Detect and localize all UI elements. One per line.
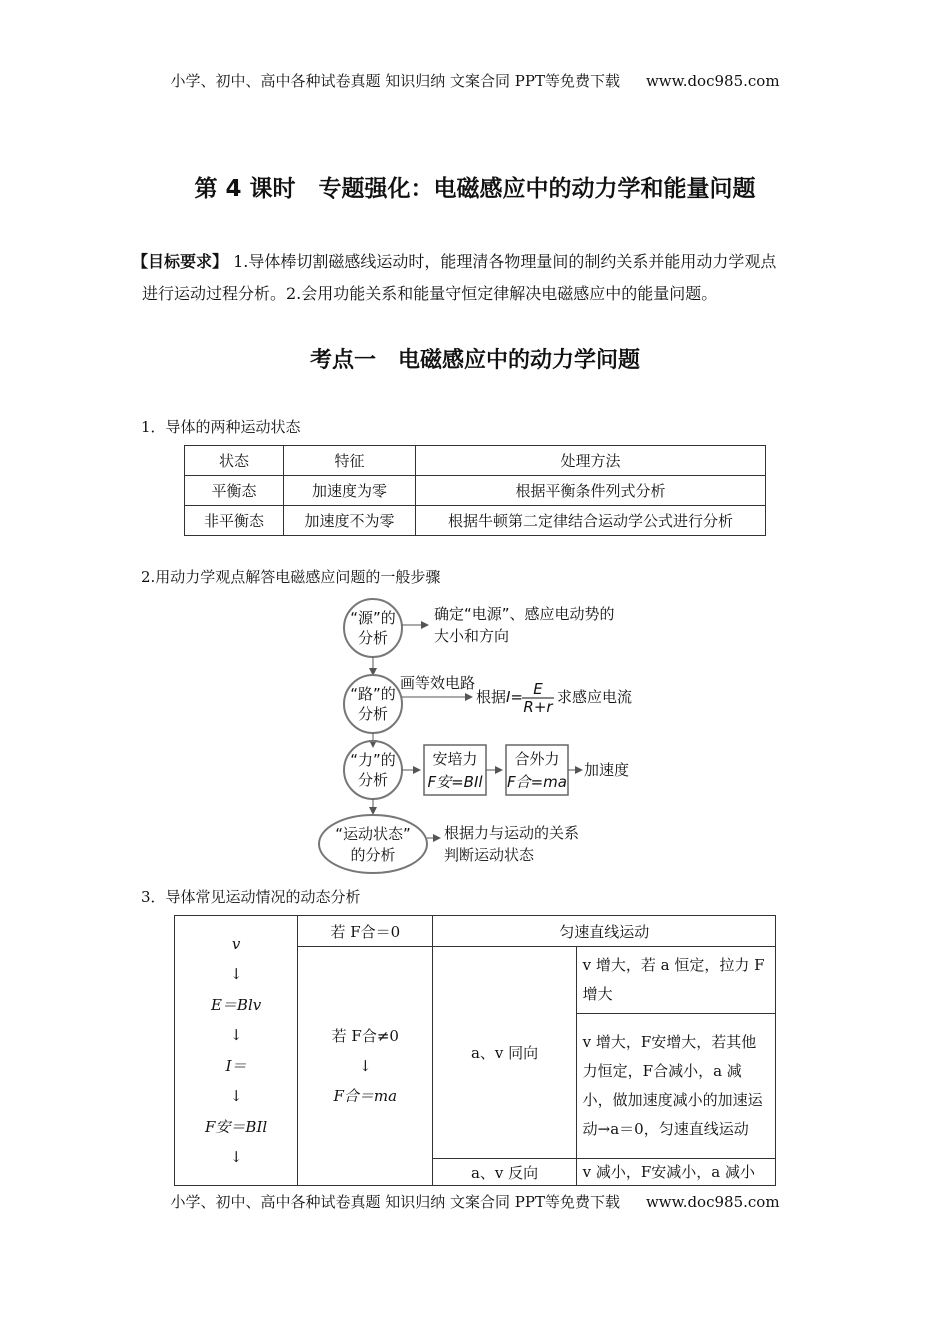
- cell: 平衡态: [185, 476, 284, 506]
- goal-tag: 【目标要求】: [132, 252, 229, 271]
- s2-label: 2.用动力学观点解答电磁感应问题的一般步骤: [141, 568, 441, 586]
- chain-arrow: ↓: [229, 965, 243, 983]
- footer-text: 小学、初中、高中各种试卷真题 知识归纳 文案合同 PPT等免费下载: [170, 1193, 620, 1211]
- cond-nonzero-line: 若 F合≠0: [331, 1027, 399, 1045]
- step-circuit-label: 分析: [357, 705, 389, 723]
- goal-line2: 进行运动过程分析。2.会用功能关系和能量守恒定律解决电磁感应中的能量问题。: [142, 284, 718, 303]
- step-circuit-circle: [344, 675, 402, 733]
- same-direction-cell: a、v 同向: [433, 947, 576, 1159]
- cond-nonzero-arrow: ↓: [359, 1057, 372, 1075]
- circuit-desc-a: 根据: [476, 688, 507, 706]
- motion-desc: 判断运动状态: [444, 846, 535, 864]
- step-motion-label: 的分析: [350, 846, 396, 864]
- case-b-cell: v 增大，F安增大，若其他力恒定，F合减小，a 减小，做加速度减小的加速运动→a＝0，匀速直线运动: [576, 1014, 775, 1159]
- source-desc: 大小和方向: [434, 627, 510, 645]
- step-motion-label: “运动状态”: [335, 825, 411, 843]
- header-site[interactable]: www.doc985.com: [645, 72, 780, 90]
- chain-cell: [175, 916, 298, 1186]
- chain-force: F安＝BIl: [205, 1117, 268, 1136]
- header-cell: 状态: [185, 446, 284, 476]
- footer-site[interactable]: www.doc985.com: [645, 1193, 780, 1211]
- goal-block: [132, 246, 822, 310]
- s1-label: 1．导体的两种运动状态: [141, 418, 301, 436]
- s3-label: 3．导体常见运动情况的动态分析: [141, 888, 361, 906]
- table-row: [185, 476, 766, 506]
- circuit-desc-i: I=: [506, 688, 523, 706]
- cond-nonzero-formula: F合＝ma: [333, 1087, 398, 1105]
- header-cell: 特征: [284, 446, 416, 476]
- chain-current: I＝: [225, 1056, 247, 1075]
- cell: 加速度为零: [284, 476, 416, 506]
- net-force-title: 合外力: [514, 750, 560, 768]
- ampere-force-title: 安培力: [432, 750, 478, 768]
- result-zero-cell: 匀速直线运动: [433, 916, 776, 947]
- step-circuit-label: “路”的: [350, 685, 396, 703]
- step-force-label: “力”的: [350, 751, 396, 769]
- chain-arrow: ↓: [229, 1087, 243, 1105]
- circuit-arrow-label: 画等效电路: [400, 674, 476, 692]
- cond-nonzero-cell: [298, 947, 433, 1186]
- net-force-formula: F合=ma: [506, 773, 568, 791]
- step-source-circle: [344, 599, 402, 657]
- source-desc: 确定“电源”、感应电动势的: [434, 605, 615, 623]
- motion-desc: 根据力与运动的关系: [444, 824, 580, 842]
- fraction-denominator: R+r: [523, 698, 553, 716]
- page-footer: [0, 1191, 950, 1212]
- step-force-circle: [344, 741, 402, 799]
- chain-v: v: [231, 934, 241, 953]
- flow-diagram: [310, 598, 650, 876]
- states-table: [184, 445, 766, 536]
- table-header-row: [185, 446, 766, 476]
- step-force-label: 分析: [357, 771, 389, 789]
- step-motion-ellipse: [319, 815, 427, 873]
- goal-line1: 1.导体棒切割磁感线运动时，能理清各物理量间的制约关系并能用动力学观点: [233, 252, 777, 271]
- cell: 加速度不为零: [284, 506, 416, 536]
- cell: 非平衡态: [185, 506, 284, 536]
- step-source-label: 分析: [357, 629, 389, 647]
- cond-zero-cell: 若 F合＝0: [298, 916, 433, 947]
- page-title: 第 4 课时 专题强化：电磁感应中的动力学和能量问题: [194, 176, 756, 202]
- chain-arrow: ↓: [229, 1148, 243, 1166]
- fraction-numerator: E: [533, 680, 543, 698]
- dynamics-table: [174, 915, 776, 1186]
- opposite-direction-cell: a、v 反向: [433, 1159, 576, 1186]
- chain-arrow: ↓: [229, 1026, 243, 1044]
- ampere-force-formula: F安=BIl: [427, 773, 483, 791]
- chain-emf: E＝Blv: [210, 995, 262, 1014]
- cell: 根据平衡条件列式分析: [416, 476, 766, 506]
- cell: 根据牛顿第二定律结合运动学公式进行分析: [416, 506, 766, 536]
- table-row: [185, 506, 766, 536]
- case-a-cell: v 增大，若 a 恒定，拉力 F 增大: [576, 947, 775, 1014]
- step-source-label: “源”的: [350, 609, 396, 627]
- section-title: 考点一 电磁感应中的动力学问题: [309, 348, 640, 373]
- case-c-cell: v 减小，F安减小，a 减小: [576, 1159, 775, 1186]
- page-header: [0, 70, 950, 91]
- header-text: 小学、初中、高中各种试卷真题 知识归纳 文案合同 PPT等免费下载: [170, 72, 620, 90]
- circuit-desc-b: 求感应电流: [557, 688, 633, 706]
- acceleration-label: 加速度: [584, 761, 630, 779]
- header-cell: 处理方法: [416, 446, 766, 476]
